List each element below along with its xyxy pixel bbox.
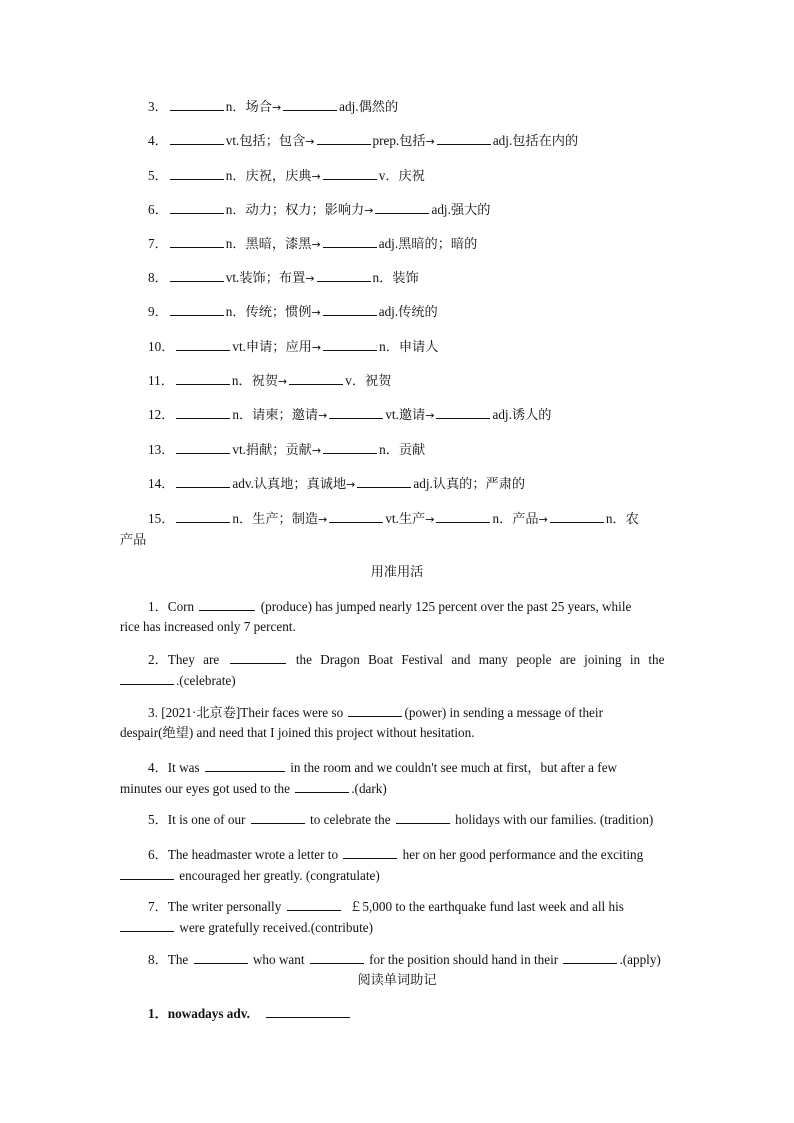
answer-blank[interactable] xyxy=(170,130,224,145)
answer-blank[interactable] xyxy=(343,844,397,859)
answer-blank[interactable] xyxy=(120,917,174,932)
answer-blank[interactable] xyxy=(251,809,305,824)
arrow-icon: → xyxy=(271,101,282,114)
answer-blank[interactable] xyxy=(563,949,617,964)
answer-blank[interactable] xyxy=(436,404,490,419)
answer-blank[interactable] xyxy=(170,233,224,248)
vocab-number: 8． xyxy=(148,270,168,285)
arrow-icon: → xyxy=(318,513,328,526)
vocab-gloss: vt.申请；应用 xyxy=(232,339,312,354)
answer-blank[interactable] xyxy=(295,778,349,793)
answer-blank[interactable] xyxy=(194,949,248,964)
vocab-item xyxy=(120,336,702,358)
vocab-item xyxy=(120,233,702,255)
exercise-6: 6．The headmaster wrote a letter to her on her good performance and the exciting encouraged her greatly. (congratulate) xyxy=(120,844,674,886)
vocab-gloss: vt.捐献；贡献 xyxy=(232,442,312,457)
section-title-usage: 用准用活 xyxy=(370,564,424,579)
vocab-gloss: n．请柬；邀请 xyxy=(232,407,319,422)
answer-blank[interactable] xyxy=(289,370,343,385)
vocab-number: 3． xyxy=(148,99,168,114)
answer-blank[interactable] xyxy=(170,96,224,111)
arrow-icon: → xyxy=(364,204,374,217)
vocab-number: 15． xyxy=(148,511,175,526)
answer-blank[interactable] xyxy=(176,336,230,351)
answer-blank[interactable] xyxy=(348,702,402,717)
answer-blank[interactable] xyxy=(436,508,490,523)
arrow-icon: → xyxy=(425,409,435,422)
vocab-number: 4． xyxy=(148,133,168,148)
answer-blank[interactable] xyxy=(323,233,377,248)
vocab-gloss: v．庆祝 xyxy=(378,168,425,183)
arrow-icon: → xyxy=(278,375,288,388)
vocab-gloss: n．传统；惯例 xyxy=(225,304,312,319)
answer-blank[interactable] xyxy=(323,301,377,316)
arrow-icon: → xyxy=(538,513,548,526)
vocab-item xyxy=(120,370,702,392)
exercise-3: 3. [2021·北京卷]Their faces were so (power) in sending a message of their despair(绝望) and need that I joined this project without hesitation. xyxy=(120,702,674,743)
vocab-item xyxy=(120,199,702,221)
vocab-gloss: adj.强大的 xyxy=(431,202,491,217)
vocab-item xyxy=(120,96,702,118)
vocab-item xyxy=(120,404,702,426)
answer-blank[interactable] xyxy=(120,670,174,685)
arrow-icon: → xyxy=(311,238,321,251)
vocab-gloss: adj.黑暗的；暗的 xyxy=(378,236,478,251)
answer-blank[interactable] xyxy=(323,439,377,454)
answer-blank[interactable] xyxy=(266,1003,350,1018)
vocab-gloss: n．生产；制造 xyxy=(232,511,319,526)
vocab-wrap: 产品 xyxy=(120,532,147,547)
exercise-5: 5．It is one of our to celebrate the holidays with our families. (tradition) xyxy=(120,809,674,830)
vocab-number: 12． xyxy=(148,407,175,422)
answer-blank[interactable] xyxy=(550,508,604,523)
reading-item-1: 1．nowadays adv. xyxy=(148,1003,702,1024)
answer-blank[interactable] xyxy=(329,404,383,419)
vocab-gloss: adj.包括在内的 xyxy=(492,133,579,148)
exercise-7: 7．The writer personally ￡5,000 to the earthquake fund last week and all his were gratefully received.(contribute) xyxy=(120,896,674,938)
answer-blank[interactable] xyxy=(323,165,377,180)
answer-blank[interactable] xyxy=(329,508,383,523)
vocab-gloss: adj.偶然的 xyxy=(339,99,399,114)
vocab-gloss: n．贡献 xyxy=(379,442,426,457)
vocab-gloss: n．装饰 xyxy=(372,270,419,285)
vocab-gloss: n．场合 xyxy=(225,99,272,114)
answer-blank[interactable] xyxy=(375,199,429,214)
answer-blank[interactable] xyxy=(283,96,337,111)
vocab-gloss: vt.邀请 xyxy=(385,407,426,422)
exercise-2: 2．They are the Dragon Boat Festival and many people are joining in the .(celebrate) xyxy=(120,649,674,691)
answer-blank[interactable] xyxy=(176,473,230,488)
vocab-gloss: v．祝贺 xyxy=(345,373,392,388)
vocab-number: 9． xyxy=(148,304,168,319)
arrow-icon: → xyxy=(305,272,315,285)
vocab-number: 13． xyxy=(148,442,175,457)
vocab-gloss: vt.生产 xyxy=(385,511,426,526)
exercise-1: 1．Corn (produce) has jumped nearly 125 percent over the past 25 years, while rice has increased only 7 percent. xyxy=(120,596,674,637)
answer-blank[interactable] xyxy=(199,596,255,611)
vocab-gloss: n．祝贺 xyxy=(231,373,279,388)
vocab-gloss: n．黑暗，漆黑 xyxy=(225,236,312,251)
vocab-gloss: vt.包括；包含 xyxy=(225,133,306,148)
vocab-item xyxy=(120,473,702,495)
vocab-item xyxy=(120,508,702,530)
vocab-gloss: adv.认真地；真诚地 xyxy=(232,476,347,491)
answer-blank[interactable] xyxy=(170,165,224,180)
answer-blank[interactable] xyxy=(205,757,285,772)
answer-blank[interactable] xyxy=(396,809,450,824)
arrow-icon: → xyxy=(311,170,321,183)
arrow-icon: → xyxy=(311,341,322,354)
answer-blank[interactable] xyxy=(323,336,377,351)
answer-blank[interactable] xyxy=(176,439,230,454)
answer-blank[interactable] xyxy=(120,865,174,880)
vocab-gloss: adj.认真的；严肃的 xyxy=(413,476,526,491)
answer-blank[interactable] xyxy=(310,949,364,964)
vocab-gloss: adj.诱人的 xyxy=(492,407,552,422)
arrow-icon: → xyxy=(305,135,315,148)
answer-blank[interactable] xyxy=(170,301,224,316)
vocab-item xyxy=(120,267,702,289)
answer-blank[interactable] xyxy=(230,649,286,664)
vocab-number: 6． xyxy=(148,202,168,217)
exercise-8: 8．The who want for the position should hand in their .(apply) xyxy=(120,949,674,970)
answer-blank[interactable] xyxy=(170,199,224,214)
vocab-item xyxy=(120,439,702,461)
vocab-gloss: n．产品 xyxy=(492,511,539,526)
vocab-gloss: n．农 xyxy=(605,511,639,526)
arrow-icon: → xyxy=(311,444,322,457)
answer-blank[interactable] xyxy=(176,370,230,385)
vocab-gloss: vt.装饰；布置 xyxy=(225,270,306,285)
vocab-gloss: n．申请人 xyxy=(379,339,439,354)
vocab-number: 7． xyxy=(148,236,168,251)
answer-blank[interactable] xyxy=(317,267,371,282)
answer-blank[interactable] xyxy=(170,267,224,282)
answer-blank[interactable] xyxy=(317,130,371,145)
vocab-item xyxy=(120,301,702,323)
vocab-gloss: n．庆祝，庆典 xyxy=(225,168,312,183)
exercise-4: 4．It was in the room and we couldn't see much at first，but after a few minutes our eyes got used to the .(dark) xyxy=(120,757,674,799)
answer-blank[interactable] xyxy=(437,130,491,145)
vocab-gloss: adj.传统的 xyxy=(378,304,438,319)
vocab-number: 11． xyxy=(148,373,174,388)
arrow-icon: → xyxy=(346,478,356,491)
vocab-item xyxy=(120,130,702,152)
vocab-number: 14． xyxy=(148,476,175,491)
vocab-item xyxy=(120,165,702,187)
section-title-reading: 阅读单词助记 xyxy=(357,972,437,987)
vocab-number: 5． xyxy=(148,168,168,183)
arrow-icon: → xyxy=(425,135,435,148)
arrow-icon: → xyxy=(311,306,321,319)
vocab-gloss: n．动力；权力；影响力 xyxy=(225,202,365,217)
answer-blank[interactable] xyxy=(176,508,230,523)
arrow-icon: → xyxy=(425,513,435,526)
answer-blank[interactable] xyxy=(176,404,230,419)
arrow-icon: → xyxy=(318,409,328,422)
answer-blank[interactable] xyxy=(287,896,341,911)
vocab-gloss: prep.包括 xyxy=(372,133,426,148)
vocab-number: 10． xyxy=(148,339,175,354)
answer-blank[interactable] xyxy=(357,473,411,488)
